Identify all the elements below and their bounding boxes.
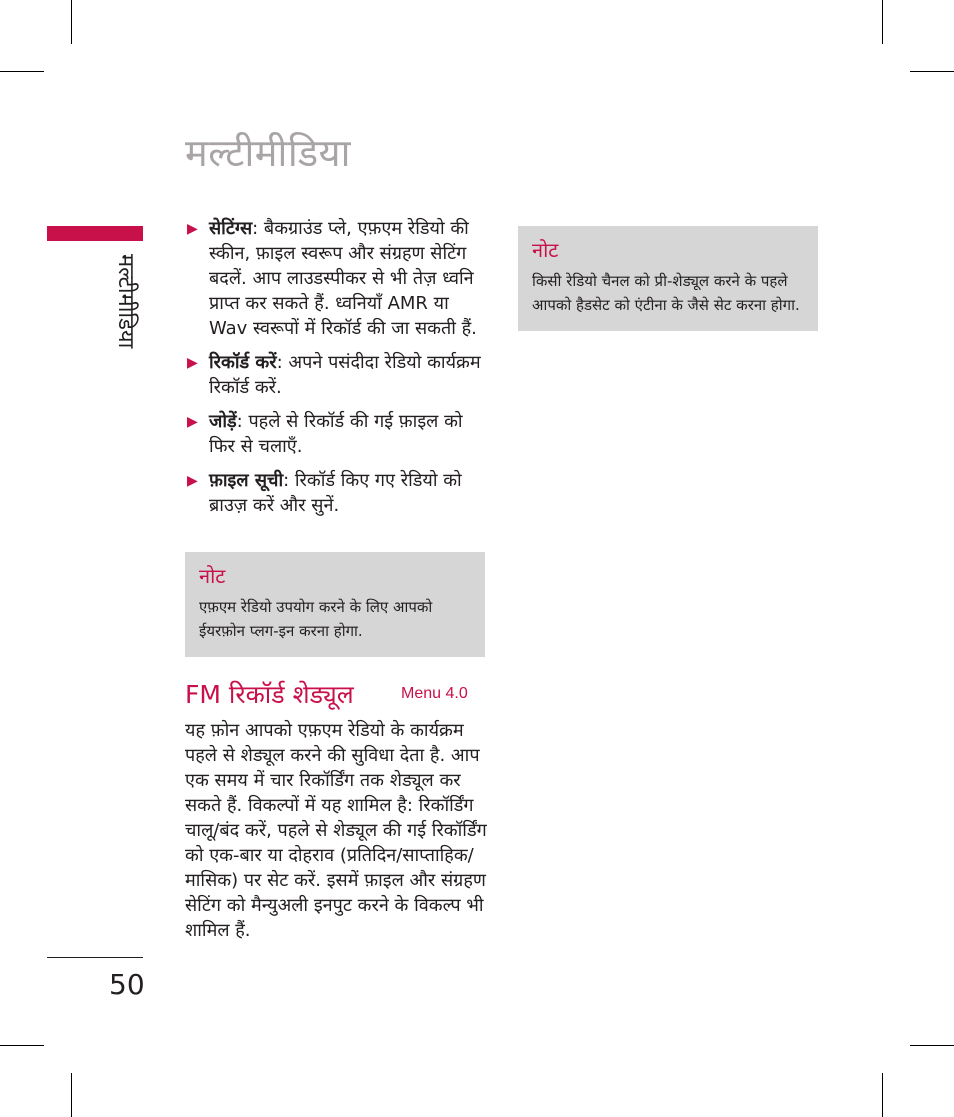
crop-mark bbox=[882, 1073, 883, 1117]
note-body: किसी रेडियो चैनल को प्री-शेड्यूल करने के पहले आपको हैडसेट को एंटीना के जैसे सेट करना होगा. bbox=[532, 272, 800, 314]
crop-mark bbox=[0, 71, 44, 72]
triangle-bullet-icon: ▶ bbox=[187, 221, 198, 237]
crop-mark bbox=[0, 1045, 44, 1046]
crop-mark bbox=[71, 1073, 72, 1117]
bullet-term: जोड़ें bbox=[209, 411, 237, 432]
note-title: नोट bbox=[199, 564, 226, 588]
bullet-term: रिकॉर्ड करें bbox=[209, 352, 277, 373]
section-paragraph: यह फ़ोन आपको एफ़एम रेडियो के कार्यक्रम पहले से शेड्यूल करने की सुविधा देता है. आप एक समय में चार रिकॉर्डिंग तक शेड्यूल कर सकते हैं. विकल्पों में यह शामिल है: रिकॉर्डिंग चालू/बंद करें, पहले से शेड्यूल की गई रिकॉर्डिंग को एक-बार या दोहराव (प्रतिदिन/साप्ताहिक/मासिक) पर सेट करें. इसमें फ़ाइल और संग्रहण सेटिंग को मैन्युअली इनपुट करने के विकल्प भी शामिल हैं. bbox=[185, 720, 487, 941]
crop-mark bbox=[882, 0, 883, 44]
bullet-term: सेटिंग्स bbox=[209, 218, 253, 239]
note-box-earphone bbox=[185, 552, 485, 657]
side-rule bbox=[47, 957, 143, 958]
list-item bbox=[185, 216, 485, 341]
bullet-term: फ़ाइल सूची bbox=[209, 470, 284, 491]
bullet-text: : बैकग्राउंड प्ले, एफ़एम रेडियो की स्कीन, फ़ाइल स्वरूप और संग्रहण सेटिंग बदलें. आप लाउडस्पीकर से भी तेज़ ध्वनि प्राप्त कर सकते हैं. ध्वनियाँ AMR या Wav स्वरूपों में रिकॉर्ड की जा सकती हैं. bbox=[209, 218, 477, 339]
side-section-label: मल्टीमीडिया bbox=[113, 254, 138, 349]
triangle-bullet-icon: ▶ bbox=[187, 355, 198, 371]
list-item bbox=[185, 409, 485, 459]
bullet-text: : पहले से रिकॉर्ड की गई फ़ाइल को फिर से चलाएँ. bbox=[209, 411, 463, 457]
page-number: 50 bbox=[109, 968, 145, 1001]
bullet-text: : अपने पसंदीदा रेडियो कार्यक्रम रिकॉर्ड करें. bbox=[209, 352, 481, 398]
list-item bbox=[185, 350, 485, 400]
bullet-list bbox=[185, 216, 485, 527]
side-accent-bar bbox=[47, 226, 143, 241]
crop-mark bbox=[71, 0, 72, 44]
triangle-bullet-icon: ▶ bbox=[187, 473, 198, 489]
triangle-bullet-icon: ▶ bbox=[187, 414, 198, 430]
note-title: नोट bbox=[532, 238, 559, 262]
section-title: FM रिकॉर्ड शेड्यूल bbox=[185, 680, 354, 709]
note-body: एफ़एम रेडियो उपयोग करने के लिए आपको ईयरफ़ोन प्लग-इन करना होगा. bbox=[199, 598, 433, 640]
crop-mark bbox=[910, 71, 954, 72]
crop-mark bbox=[910, 1045, 954, 1046]
section-heading bbox=[185, 677, 485, 711]
page-title: मल्टीमीडिया bbox=[185, 131, 351, 175]
menu-reference: Menu 4.0 bbox=[401, 685, 468, 702]
note-box-antenna bbox=[518, 226, 818, 331]
bullet-text: : रिकॉर्ड किए गए रेडियो को ब्राउज़ करें और सुनें. bbox=[209, 470, 462, 516]
list-item bbox=[185, 468, 485, 518]
